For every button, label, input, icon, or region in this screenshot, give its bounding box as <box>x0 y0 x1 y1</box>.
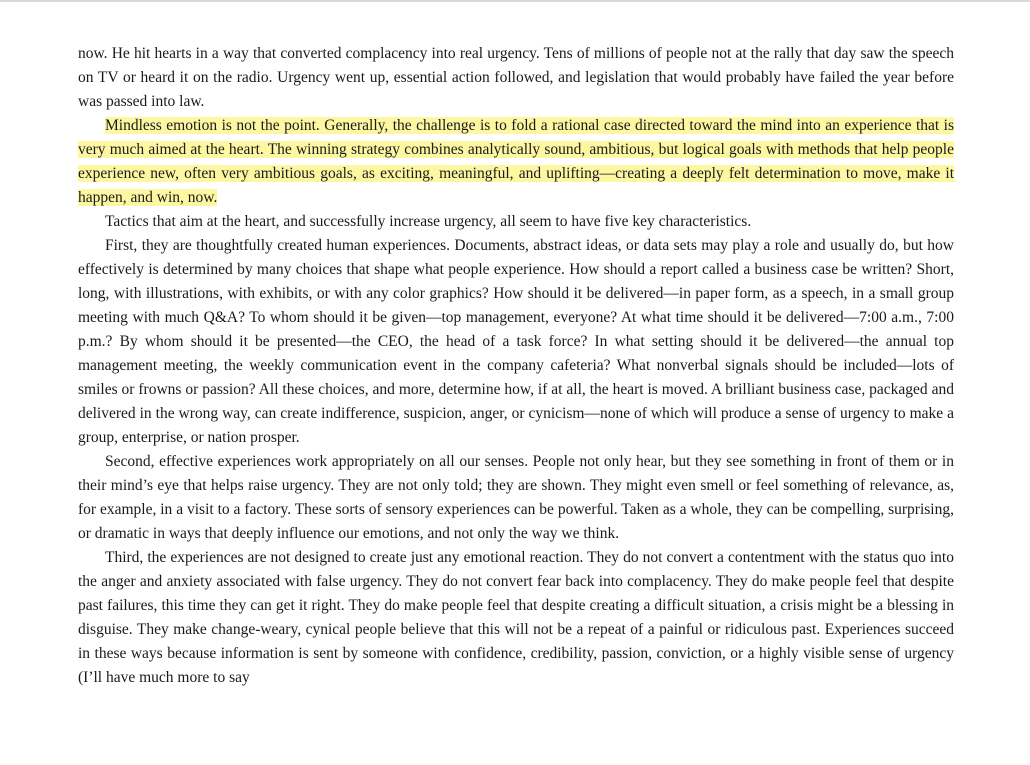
paragraph-3 <box>78 210 954 234</box>
document-page <box>78 42 954 690</box>
paragraph-text: Third, the experiences are not designed to create just any emotional reaction. They do not convert a contentment with the status quo into the anger and anxiety associated with false urgency. They do not convert fear back into complacency. They do make people feel that despite past failures, this time they can get it right. They do make people feel that despite creating a difficult situation, a crisis might be a blessing in disguise. They make change-weary, cynical people believe that this will not be a repeat of a painful or ridiculous past. Experiences succeed in these ways because information is sent by someone with confidence, credibility, passion, conviction, or a highly visible sense of urgency (I’ll have much more to say <box>78 549 954 686</box>
highlighted-passage[interactable]: Mindless emotion is not the point. Generally, the challenge is to fold a rational case directed toward the mind into an experience that is very much aimed at the heart. The winning strategy combines analytically sound, ambitious, but logical goals with methods that help people experience new, often very ambitious goals, as exciting, meaningful, and uplifting—creating a deeply felt determination to move, make it happen, and win, now. <box>78 117 954 206</box>
paragraph-4 <box>78 234 954 450</box>
paragraph-5 <box>78 450 954 546</box>
paragraph-1 <box>78 42 954 114</box>
paragraph-6 <box>78 546 954 690</box>
top-divider <box>0 0 1030 2</box>
paragraph-text: Tactics that aim at the heart, and successfully increase urgency, all seem to have five key characteristics. <box>105 213 752 230</box>
paragraph-text: First, they are thoughtfully created human experiences. Documents, abstract ideas, or data sets may play a role and usually do, but how effectively is determined by many choices that shape what people experience. How should a report called a business case be written? Short, long, with illustrations, with exhibits, or with any color graphics? How should it be delivered—in paper form, as a speech, in a small group meeting with much Q&A? To whom should it be given—top management, everyone? At what time should it be delivered—7:00 a.m., 7:00 p.m.? By whom should it be presented—the CEO, the head of a task force? In what setting should it be delivered—the annual top management meeting, the weekly communication event in the company cafeteria? What nonverbal signals should be included—lots of smiles or frowns or passion? All these choices, and more, determine how, if at all, the heart is moved. A brilliant business case, packaged and delivered in the wrong way, can create indifference, suspicion, anger, or cynicism—none of which will produce a sense of urgency to make a group, enterprise, or nation prosper. <box>78 237 954 446</box>
paragraph-text: now. He hit hearts in a way that converted complacency into real urgency. Tens of millions of people not at the rally that day saw the speech on TV or heard it on the radio. Urgency went up, essential action followed, and legislation that would probably have failed the year before was passed into law. <box>78 45 954 110</box>
paragraph-2-highlighted <box>78 114 954 210</box>
paragraph-text: Second, effective experiences work appropriately on all our senses. People not only hear, but they see something in front of them or in their mind’s eye that helps raise urgency. They are not only told; they are shown. They might even smell or feel something of relevance, as, for example, in a visit to a factory. These sorts of sensory experiences can be powerful. Taken as a whole, they can be compelling, surprising, or dramatic in ways that deeply influence our emotions, and not only the way we think. <box>78 453 954 542</box>
